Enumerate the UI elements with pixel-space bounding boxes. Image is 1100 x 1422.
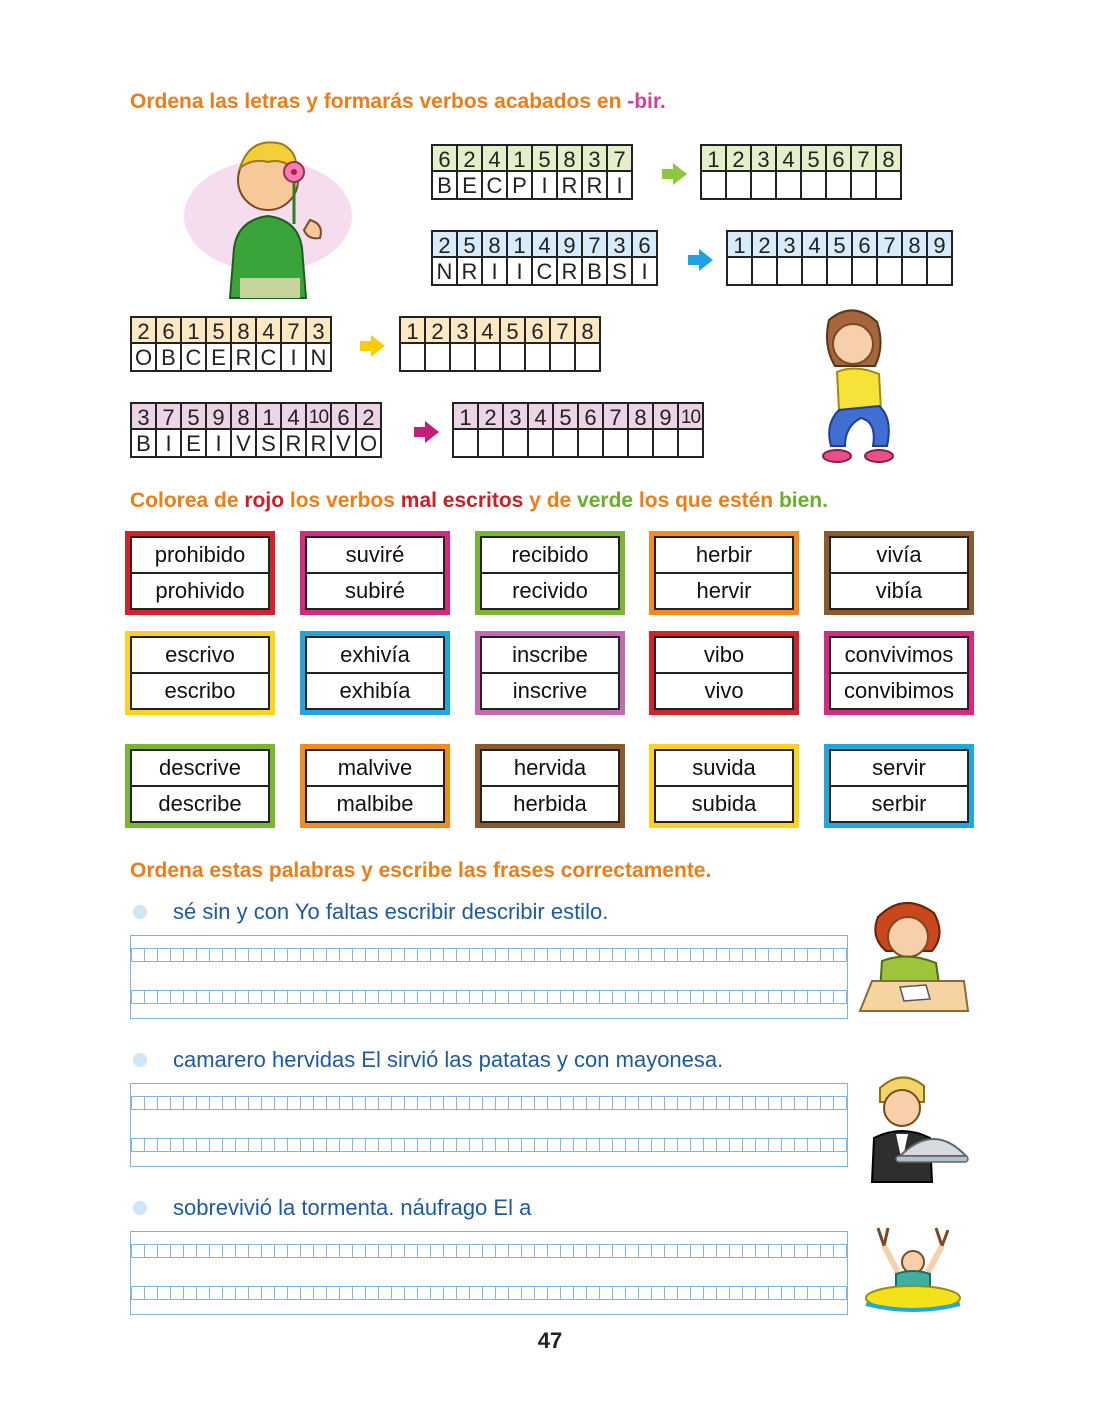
- word-option[interactable]: vivo: [656, 672, 792, 708]
- grid-cell: 7: [157, 402, 182, 430]
- word-card: [649, 531, 799, 615]
- arrow-right-icon: [360, 335, 384, 357]
- letter-row: [431, 258, 658, 286]
- page-number: 47: [537, 1328, 563, 1353]
- waiter-with-tray-illustration: [858, 1072, 970, 1184]
- answer-cell[interactable]: [827, 172, 852, 200]
- grid-cell: S: [608, 258, 633, 286]
- puzzle-3-answer: [399, 316, 601, 372]
- grid-cell: I: [508, 258, 533, 286]
- word-option[interactable]: subiré: [307, 572, 443, 608]
- answer-cell[interactable]: [401, 344, 426, 372]
- answer-cell[interactable]: [828, 258, 853, 286]
- writing-band: [131, 948, 847, 962]
- answer-cell[interactable]: [752, 172, 777, 200]
- grid-cell: 2: [132, 316, 157, 344]
- grid-cell: 7: [608, 144, 633, 172]
- grid-cell: 3: [307, 316, 332, 344]
- grid-cell: 4: [257, 316, 282, 344]
- grid-cell: 5: [828, 230, 853, 258]
- grid-cell: 3: [583, 144, 608, 172]
- answer-cell[interactable]: [526, 344, 551, 372]
- grid-cell: R: [558, 172, 583, 200]
- grid-cell: V: [332, 430, 357, 458]
- girl-sitting-illustration: [815, 306, 895, 468]
- grid-cell: R: [232, 344, 257, 372]
- puzzle-2-scrambled: [431, 230, 658, 286]
- grid-cell: 4: [777, 144, 802, 172]
- grid-cell: 3: [778, 230, 803, 258]
- grid-cell: R: [282, 430, 307, 458]
- grid-cell: 4: [529, 402, 554, 430]
- grid-cell: 4: [483, 144, 508, 172]
- arrow-right-icon: [688, 249, 712, 271]
- word-option[interactable]: suviré: [345, 542, 405, 567]
- grid-cell: 8: [903, 230, 928, 258]
- position-row: [700, 144, 902, 172]
- grid-cell: 9: [928, 230, 953, 258]
- grid-cell: I: [157, 430, 182, 458]
- word-option[interactable]: convibimos: [831, 672, 967, 708]
- answer-cell[interactable]: [903, 258, 928, 286]
- grid-cell: I: [483, 258, 508, 286]
- answer-cell[interactable]: [479, 430, 504, 458]
- answer-cell[interactable]: [504, 430, 529, 458]
- grid-cell: 8: [877, 144, 902, 172]
- grid-cell: 4: [282, 402, 307, 430]
- bullet-icon: [133, 905, 147, 919]
- word-card: [125, 631, 275, 715]
- grid-cell: 1: [401, 316, 426, 344]
- grid-cell: R: [307, 430, 332, 458]
- grid-cell: E: [182, 430, 207, 458]
- grid-cell: C: [533, 258, 558, 286]
- grid-cell: 10: [679, 402, 704, 430]
- word-option[interactable]: escribo: [132, 672, 268, 708]
- grid-cell: 7: [282, 316, 307, 344]
- answer-cell[interactable]: [777, 172, 802, 200]
- arrow-right-icon: [662, 163, 686, 185]
- order-row: [130, 402, 382, 430]
- puzzle-1-answer: [700, 144, 902, 200]
- grid-cell: 2: [458, 144, 483, 172]
- grid-cell: 3: [752, 144, 777, 172]
- grid-cell: 2: [357, 402, 382, 430]
- grid-cell: 3: [504, 402, 529, 430]
- grid-cell: 6: [853, 230, 878, 258]
- answer-cell[interactable]: [853, 258, 878, 286]
- word-option[interactable]: escrivo: [165, 642, 235, 667]
- word-option[interactable]: vibo: [703, 642, 745, 667]
- answer-cell[interactable]: [454, 430, 479, 458]
- grid-cell: E: [207, 344, 232, 372]
- word-card: [824, 531, 974, 615]
- grid-cell: 8: [232, 316, 257, 344]
- grid-cell: 6: [827, 144, 852, 172]
- word-option[interactable]: inscrive: [482, 672, 618, 708]
- word-option[interactable]: describe: [132, 785, 268, 821]
- grid-cell: 5: [207, 316, 232, 344]
- answer-cell[interactable]: [778, 258, 803, 286]
- grid-cell: 5: [501, 316, 526, 344]
- grid-cell: 1: [702, 144, 727, 172]
- writing-band: [131, 1286, 847, 1300]
- word-option[interactable]: hervir: [656, 572, 792, 608]
- answer-blank-row[interactable]: [726, 258, 953, 286]
- grid-cell: 2: [753, 230, 778, 258]
- answer-cell[interactable]: [501, 344, 526, 372]
- letter-row: [130, 344, 332, 372]
- answer-blank-row[interactable]: [399, 344, 601, 372]
- grid-cell: N: [307, 344, 332, 372]
- grid-cell: B: [157, 344, 182, 372]
- puzzle-2-answer: [726, 230, 953, 286]
- grid-cell: 10: [307, 402, 332, 430]
- section2-title: Colorea de rojo los verbos mal escritos y de verde los que estén bien.: [130, 489, 828, 512]
- writing-lines-2[interactable]: [130, 1083, 848, 1167]
- grid-cell: 1: [182, 316, 207, 344]
- grid-cell: I: [608, 172, 633, 200]
- answer-cell[interactable]: [576, 344, 601, 372]
- answer-cell[interactable]: [878, 258, 903, 286]
- grid-cell: 2: [433, 230, 458, 258]
- grid-cell: 9: [654, 402, 679, 430]
- grid-cell: 7: [852, 144, 877, 172]
- answer-cell[interactable]: [679, 430, 704, 458]
- grid-cell: 4: [476, 316, 501, 344]
- answer-blank-row[interactable]: [700, 172, 902, 200]
- word-option[interactable]: servir: [872, 755, 926, 780]
- word-option[interactable]: herbida: [482, 785, 618, 821]
- answer-cell[interactable]: [802, 172, 827, 200]
- word-card: [300, 531, 450, 615]
- word-option[interactable]: recivido: [482, 572, 618, 608]
- word-option[interactable]: malvive: [337, 755, 413, 780]
- grid-cell: 2: [727, 144, 752, 172]
- boy-smelling-flower-illustration: [182, 128, 357, 300]
- word-option[interactable]: exhibía: [307, 672, 443, 708]
- word-option[interactable]: herbir: [695, 542, 753, 567]
- bullet-icon: [133, 1201, 147, 1215]
- grid-cell: 6: [633, 230, 658, 258]
- word-option[interactable]: vibía: [831, 572, 967, 608]
- scrambled-sentence-1: sé sin y con Yo faltas escribir describir estilo.: [173, 899, 609, 924]
- word-card: [649, 631, 799, 715]
- writing-band: [131, 990, 847, 1004]
- grid-cell: 9: [207, 402, 232, 430]
- word-card: [649, 744, 799, 828]
- writing-band: [131, 1244, 847, 1258]
- word-option[interactable]: inscribe: [512, 642, 588, 667]
- answer-cell[interactable]: [551, 344, 576, 372]
- puzzle-1-scrambled: [431, 144, 633, 200]
- word-option[interactable]: recibido: [511, 542, 589, 567]
- word-card: [824, 744, 974, 828]
- grid-cell: I: [633, 258, 658, 286]
- answer-cell[interactable]: [654, 430, 679, 458]
- answer-cell[interactable]: [426, 344, 451, 372]
- answer-cell[interactable]: [629, 430, 654, 458]
- puzzle-4-answer: [452, 402, 704, 458]
- answer-blank-row[interactable]: [452, 430, 704, 458]
- position-row: [399, 316, 601, 344]
- grid-cell: 8: [558, 144, 583, 172]
- answer-cell[interactable]: [727, 172, 752, 200]
- grid-cell: 2: [426, 316, 451, 344]
- grid-cell: O: [357, 430, 382, 458]
- grid-cell: 6: [433, 144, 458, 172]
- puzzle-3-scrambled: [130, 316, 332, 372]
- grid-cell: 9: [558, 230, 583, 258]
- grid-cell: O: [132, 344, 157, 372]
- grid-cell: 4: [533, 230, 558, 258]
- answer-cell[interactable]: [579, 430, 604, 458]
- word-card: [475, 744, 625, 828]
- grid-cell: 5: [554, 402, 579, 430]
- grid-cell: 5: [458, 230, 483, 258]
- position-row: [726, 230, 953, 258]
- letter-row: [130, 430, 382, 458]
- word-option[interactable]: subida: [656, 785, 792, 821]
- answer-cell[interactable]: [753, 258, 778, 286]
- grid-cell: E: [458, 172, 483, 200]
- castaway-swimming-illustration: [864, 1226, 962, 1314]
- woman-writing-illustration: [856, 895, 971, 1015]
- grid-cell: 1: [257, 402, 282, 430]
- puzzle-4-scrambled: [130, 402, 382, 458]
- grid-cell: 8: [483, 230, 508, 258]
- scrambled-sentence-3: sobrevivió la tormenta. náufrago El a: [173, 1195, 532, 1220]
- grid-cell: R: [583, 172, 608, 200]
- word-option[interactable]: descrive: [159, 755, 241, 780]
- grid-cell: I: [207, 430, 232, 458]
- order-row: [431, 230, 658, 258]
- grid-cell: R: [558, 258, 583, 286]
- word-card: [125, 531, 275, 615]
- writing-band: [131, 1138, 847, 1152]
- grid-cell: 6: [579, 402, 604, 430]
- grid-cell: 6: [526, 316, 551, 344]
- grid-cell: 6: [157, 316, 182, 344]
- grid-cell: N: [433, 258, 458, 286]
- word-option[interactable]: vivía: [876, 542, 922, 567]
- word-option[interactable]: malbibe: [307, 785, 443, 821]
- grid-cell: 7: [583, 230, 608, 258]
- word-option[interactable]: hervida: [513, 755, 587, 780]
- grid-cell: S: [257, 430, 282, 458]
- word-option[interactable]: prohivido: [132, 572, 268, 608]
- grid-cell: B: [132, 430, 157, 458]
- writing-band: [131, 1096, 847, 1110]
- answer-cell[interactable]: [451, 344, 476, 372]
- grid-cell: 8: [629, 402, 654, 430]
- grid-cell: 8: [232, 402, 257, 430]
- word-option[interactable]: serbir: [831, 785, 967, 821]
- grid-cell: 7: [604, 402, 629, 430]
- grid-cell: 3: [451, 316, 476, 344]
- grid-cell: C: [257, 344, 282, 372]
- grid-cell: 8: [576, 316, 601, 344]
- word-card: [475, 631, 625, 715]
- answer-cell[interactable]: [852, 172, 877, 200]
- word-option[interactable]: suvida: [692, 755, 756, 780]
- grid-cell: I: [533, 172, 558, 200]
- answer-cell[interactable]: [529, 430, 554, 458]
- grid-cell: 5: [182, 402, 207, 430]
- grid-cell: 1: [454, 402, 479, 430]
- grid-cell: 1: [508, 144, 533, 172]
- answer-cell[interactable]: [604, 430, 629, 458]
- word-card: [475, 531, 625, 615]
- grid-cell: 7: [878, 230, 903, 258]
- grid-cell: I: [282, 344, 307, 372]
- answer-cell[interactable]: [877, 172, 902, 200]
- grid-cell: 1: [728, 230, 753, 258]
- word-card: [300, 631, 450, 715]
- grid-cell: 3: [132, 402, 157, 430]
- word-option[interactable]: exhivía: [340, 642, 410, 667]
- grid-cell: R: [458, 258, 483, 286]
- grid-cell: 7: [551, 316, 576, 344]
- answer-cell[interactable]: [476, 344, 501, 372]
- grid-cell: P: [508, 172, 533, 200]
- answer-cell[interactable]: [928, 258, 953, 286]
- answer-cell[interactable]: [702, 172, 727, 200]
- section1-title: Ordena las letras y formarás verbos acabados en -bir.: [130, 90, 666, 113]
- writing-lines-1[interactable]: [130, 935, 848, 1019]
- grid-cell: 5: [533, 144, 558, 172]
- writing-lines-3[interactable]: [130, 1231, 848, 1315]
- word-card: [125, 744, 275, 828]
- word-option[interactable]: prohibido: [154, 542, 246, 567]
- arrow-right-icon: [414, 421, 438, 443]
- answer-cell[interactable]: [803, 258, 828, 286]
- word-option[interactable]: convivimos: [844, 642, 954, 667]
- order-row: [130, 316, 332, 344]
- answer-cell[interactable]: [728, 258, 753, 286]
- letter-row: [431, 172, 633, 200]
- order-row: [431, 144, 633, 172]
- bullet-icon: [133, 1053, 147, 1067]
- grid-cell: C: [182, 344, 207, 372]
- grid-cell: B: [583, 258, 608, 286]
- grid-cell: B: [433, 172, 458, 200]
- section3-title: Ordena estas palabras y escribe las frases correctamente.: [130, 859, 712, 882]
- position-row: [452, 402, 704, 430]
- grid-cell: 3: [608, 230, 633, 258]
- grid-cell: 5: [802, 144, 827, 172]
- grid-cell: 6: [332, 402, 357, 430]
- grid-cell: V: [232, 430, 257, 458]
- grid-cell: 4: [803, 230, 828, 258]
- word-card: [300, 744, 450, 828]
- grid-cell: 2: [479, 402, 504, 430]
- grid-cell: 1: [508, 230, 533, 258]
- answer-cell[interactable]: [554, 430, 579, 458]
- grid-cell: C: [483, 172, 508, 200]
- scrambled-sentence-2: camarero hervidas El sirvió las patatas y con mayonesa.: [173, 1047, 724, 1072]
- word-card: [824, 631, 974, 715]
